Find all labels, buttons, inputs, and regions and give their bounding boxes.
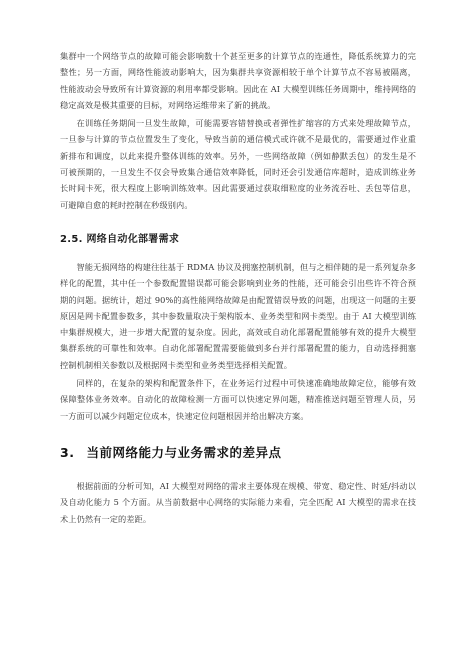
paragraph-rdma-configuration: 智能无损网络的构建往往基于 RDMA 协议及拥塞控制机制，但与之相伴随的是一系列复杂多样化的配置，其中任一个参数配置错误都可能会影响到业务的性能，还可能会引出些许不符合预期的问题。据统计，超过 90%的高性能网络故障是由配置错误导致的问题，出现这一问题的主要原因是网卡配置参数多，其中参数量取决于架构版本、业务类型和网卡类型。由于 AI 大模型训练中集群规模大，进一步增大配置的复杂度。因此，高效或自动化部署配置能够有效的提升大模型集群系统的可靠性和效率。自动化部署配置需要能做到多台并行部署配置的能力，自动选择拥塞控制机制相关参数以及根据网卡类型和业务类型选择相关配置。: [60, 261, 416, 370]
page-content: [60, 48, 416, 527]
paragraph-training-fault-handling: 在训练任务期间一旦发生故障，可能需要容错替换或者弹性扩缩容的方式来处理故障节点，一旦参与计算的节点位置发生了变化，导致当前的通信模式或许就不是最优的，需要通过作业重新排布和调度，以此来提升整体训练的效率。另外，一些网络故障（例如静默丢包）的发生是不可被预期的，一旦发生不仅会导致集合通信效率降低，同时还会引发通信库超时，造成训练业务长时间卡死，很大程度上影响训练效率。因此需要通过获取细粒度的业务流吞吐、丢包等信息，可避障自愈的耗时控制在秒级别内。: [60, 118, 416, 210]
chapter-heading-3: [60, 443, 416, 461]
chapter-number: 3.: [60, 444, 75, 460]
chapter-title: 当前网络能力与业务需求的差异点: [86, 444, 282, 460]
paragraph-fault-localization: 同样的，在复杂的架构和配置条件下，在业务运行过程中可快速准确地故障定位，能够有效保障整体业务效率。自动化的故障检测一方面可以快速定界问题，精准推送问题至管理人员，另一方面可以减少问题定位成本，快速定位问题根因并给出解决方案。: [60, 378, 416, 421]
paragraph-requirements-summary: 根据前面的分析可知，AI 大模型对网络的需求主要体现在规模、带宽、稳定性、时延/抖动以及自动化能力 5 个方面。从当前数据中心网络的实际能力来看，完全匹配 AI 大模型的需求在技术上仍然有一定的差距。: [60, 480, 416, 524]
section-heading-2-5: 2.5. 网络自动化部署需求: [60, 233, 180, 245]
paragraph-network-fault-impact: 集群中一个网络节点的故障可能会影响数十个甚至更多的计算节点的连通性，降低系统算力的完整性；另一方面，网络性能波动影响大，因为集群共享资源相较于单个计算节点不容易被隔离，性能波动会导致所有计算资源的利用率都受影响。因此在 AI 大模型训练任务周期中，维持网络的稳定高效是极其重要的目标，对网络运维带来了新的挑战。: [60, 51, 416, 110]
